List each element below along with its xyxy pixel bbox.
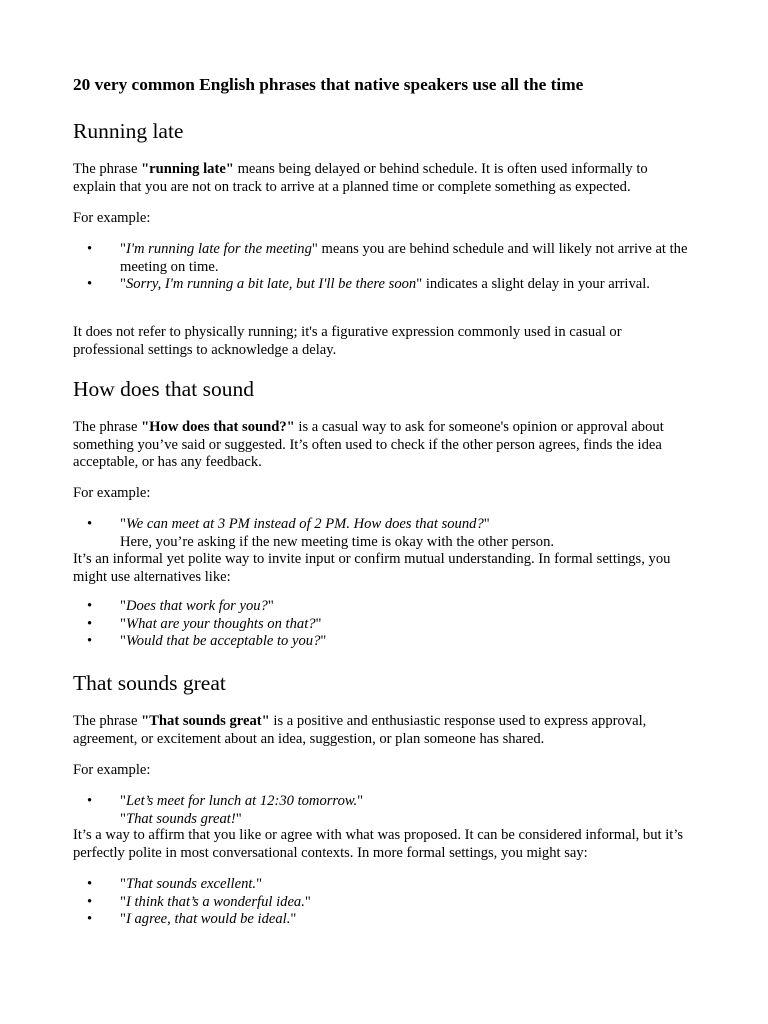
for-example-label: For example: (73, 210, 151, 226)
section-intro: The phrase "How does that sound?" is a casual way to ask for someone's opinion or approval about something you’ve said or suggested. It’s often used to check if the other person agrees, finds the idea acceptable, or has any feedback. (73, 419, 664, 470)
list-item: • "What are your thoughts on that?" (87, 615, 322, 632)
list-item: • "I'm running late for the meeting" means you are behind schedule and will likely not arrive at the meeting on time. (87, 241, 688, 275)
alternatives-list (73, 876, 693, 929)
list-item: • "We can meet at 3 PM instead of 2 PM. How does that sound?" Here, you’re asking if the new meeting time is okay with the other person. (73, 516, 693, 551)
bullet-icon: • (87, 793, 93, 809)
bullet-icon: • (87, 876, 93, 892)
for-example-label: For example: (73, 485, 151, 501)
list-item: • "Let’s meet for lunch at 12:30 tomorrow." "That sounds great!" (73, 793, 693, 828)
bullet-icon: • (87, 598, 93, 614)
section-intro: The phrase "That sounds great" is a positive and enthusiastic response used to express approval, agreement, or excitement about an idea, suggestion, or plan someone has shared. (73, 713, 647, 747)
phrase-bold: "How does that sound?" (141, 419, 295, 435)
alternatives-list (73, 598, 693, 651)
section-heading-how-does-that-sound: How does that sound (73, 377, 254, 401)
example-explanation: Here, you’re asking if the new meeting time is okay with the other person. (120, 533, 555, 550)
section-closing: It’s a way to affirm that you like or agree with what was proposed. It can be considered informal, but it’s perfectly polite in most conversational contexts. In more formal settings, you might say: (73, 827, 684, 861)
section-closing: It does not refer to physically running; it's a figurative expression commonly used in casual or professional settings to acknowledge a delay. (73, 324, 622, 358)
example-list (73, 793, 693, 828)
list-item: • "Does that work for you?" (87, 598, 274, 614)
example-list (73, 241, 693, 294)
bullet-icon: • (87, 633, 93, 649)
example-list (73, 516, 693, 551)
bullet-icon: • (87, 615, 93, 632)
example-response: "That sounds great!" (120, 810, 242, 827)
bullet-icon: • (87, 516, 93, 532)
section-heading-running-late: Running late (73, 119, 184, 143)
for-example-label: For example: (73, 762, 151, 778)
section-heading-that-sounds-great: That sounds great (73, 671, 226, 695)
list-item: • "Sorry, I'm running a bit late, but I'll be there soon" indicates a slight delay in your arrival. (87, 276, 650, 292)
list-item: • "I think that’s a wonderful idea." (87, 893, 311, 910)
bullet-icon: • (87, 893, 93, 910)
bullet-icon: • (87, 241, 93, 257)
phrase-bold: "That sounds great" (141, 713, 270, 729)
bullet-icon: • (87, 911, 93, 927)
bullet-icon: • (87, 276, 93, 292)
phrase-bold: "running late" (141, 161, 234, 177)
list-item: • "Would that be acceptable to you?" (87, 633, 327, 649)
list-item: • "I agree, that would be ideal." (87, 911, 297, 927)
document-title: 20 very common English phrases that native speakers use all the time (73, 75, 584, 94)
section-closing: It’s an informal yet polite way to invite input or confirm mutual understanding. In formal settings, you might use alternatives like: (73, 551, 671, 585)
section-intro: The phrase "running late" means being delayed or behind schedule. It is often used informally to explain that you are not on track to arrive at a planned time or complete something as expected. (73, 161, 648, 195)
list-item: • "That sounds excellent." (87, 876, 263, 892)
